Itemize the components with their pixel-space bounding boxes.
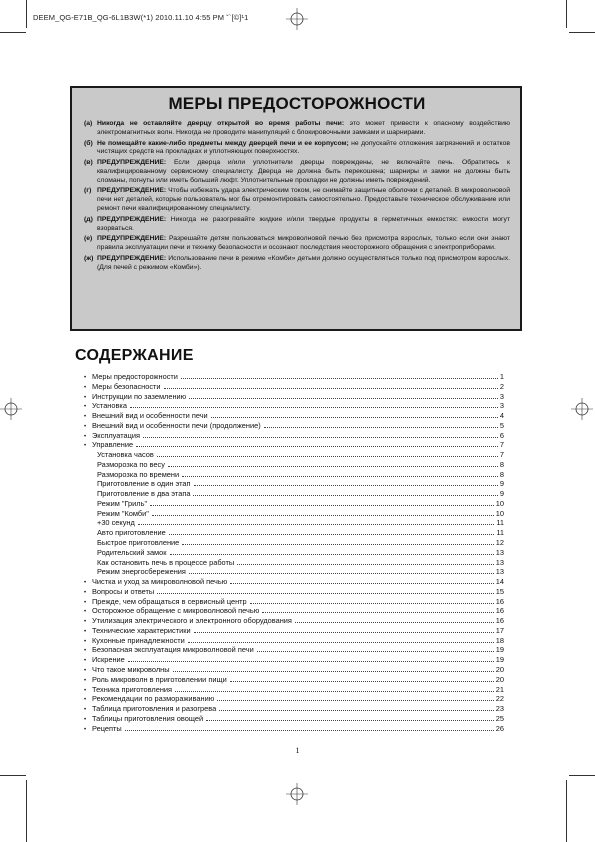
dot-leader [128, 661, 494, 662]
toc-entry-page: 22 [495, 694, 504, 704]
precaution-text: не допускайте отложения загрязнений и остатков чистящих средств на прокладках и уплотняющих поверхностях. [97, 139, 510, 156]
toc-entry[interactable] [84, 489, 504, 499]
toc-entry-page: 12 [495, 538, 504, 548]
precautions-box [70, 86, 522, 331]
crop-mark-top-right-v [566, 0, 567, 28]
toc-entry[interactable] [84, 724, 504, 734]
crop-mark-top-left-h [0, 32, 26, 33]
crop-mark-top-right-h [569, 32, 595, 33]
crop-mark-bottom-left-v [26, 780, 27, 842]
toc-entry-page: 8 [499, 459, 504, 469]
toc-entry-page: 8 [499, 469, 504, 479]
precaution-item [84, 159, 510, 186]
dot-leader [169, 534, 495, 535]
toc-entry-page: 4 [499, 411, 504, 421]
toc-entry[interactable] [84, 392, 504, 402]
dot-leader [189, 573, 494, 574]
toc-entry[interactable] [84, 528, 504, 538]
table-of-contents [84, 372, 504, 733]
bullet-icon: • [84, 589, 87, 596]
bullet-icon: • [84, 433, 87, 440]
dot-leader [262, 612, 493, 613]
toc-entry-page: 3 [499, 401, 504, 411]
precaution-item [84, 140, 510, 158]
toc-entry-label: Приготовление в один этап [97, 479, 191, 489]
bullet-icon: • [84, 648, 87, 655]
toc-entry-label: Режим "Комби" [97, 508, 149, 518]
toc-entry-page: 2 [499, 381, 504, 391]
toc-entry[interactable] [84, 587, 504, 597]
bullet-icon: • [84, 638, 87, 645]
crop-mark-bottom-left-h [0, 775, 26, 776]
toc-entry[interactable] [84, 685, 504, 695]
bullet-icon: • [84, 609, 87, 616]
precaution-item [84, 255, 510, 273]
toc-entry-label: Утилизация электрического и электронного оборудования [92, 616, 292, 626]
precaution-text: Если дверца и/или уплотнители дверцы повреждены, не включайте печь. Обратитесь к квалифицированному сервисному специалисту. Дверца не должна быть перекошена; шарниры и замки не должны быть сломаны, погнуты или иметь больший люфт. Уплотнительные прокладки не должны иметь повреждений. [97, 159, 510, 184]
precaution-tag: (а) [84, 120, 93, 127]
dot-leader [189, 398, 498, 399]
bullet-icon: • [84, 423, 87, 430]
bullet-icon: • [84, 384, 87, 391]
toc-entry[interactable] [84, 499, 504, 509]
toc-entry[interactable] [84, 606, 504, 616]
toc-entry-label: Установка [92, 401, 127, 411]
bullet-icon: • [84, 375, 87, 381]
toc-entry[interactable] [84, 597, 504, 607]
toc-entry-page: 19 [495, 645, 504, 655]
toc-entry[interactable] [84, 518, 504, 528]
toc-entry-label: Безопасная эксплуатация микроволновой печи [92, 645, 254, 655]
toc-entry-label: Приготовление в два этапа [97, 489, 191, 499]
registration-mark-top [286, 8, 308, 30]
bullet-icon: • [84, 658, 87, 665]
bullet-icon: • [84, 404, 87, 411]
toc-entry[interactable] [84, 665, 504, 675]
dot-leader [164, 388, 498, 389]
toc-entry[interactable] [84, 431, 504, 441]
dot-leader [181, 378, 498, 379]
precaution-tag: (е) [84, 235, 93, 243]
precaution-lead: Не помещайте какие-либо предметы между дверцей печи и ее корпусом; [97, 139, 349, 147]
precaution-body [97, 120, 510, 138]
toc-entry[interactable] [84, 440, 504, 450]
precaution-tag: (г) [84, 187, 92, 195]
toc-entry-label: Разморозка по весу [97, 459, 165, 469]
dot-leader [130, 407, 498, 408]
toc-entry-page: 20 [495, 664, 504, 674]
toc-entry-label: Рекомендации по размораживанию [92, 694, 215, 704]
toc-entry[interactable] [84, 450, 504, 460]
toc-entry-page: 6 [499, 430, 504, 440]
toc-entry[interactable] [84, 372, 504, 382]
dot-leader [188, 642, 494, 643]
toc-entry-label: Техника приготовления [92, 684, 173, 694]
dot-leader [150, 505, 494, 506]
toc-entry[interactable] [84, 421, 504, 431]
dot-leader [182, 476, 498, 477]
toc-entry[interactable] [84, 460, 504, 470]
toc-entry-label: Вопросы и ответы [92, 586, 155, 596]
toc-entry-label: Прежде, чем обращаться в сервисный центр [92, 596, 247, 606]
toc-entry-label: Таблицы приготовления овощей [92, 713, 204, 723]
dot-leader [295, 622, 494, 623]
dot-leader [136, 446, 498, 447]
bullet-icon: • [84, 628, 87, 635]
dot-leader [206, 720, 494, 721]
toc-entry-page: 10 [495, 498, 504, 508]
bullet-icon: • [84, 599, 87, 606]
toc-entry-label: Что такое микроволны [92, 664, 170, 674]
precautions-list [84, 120, 510, 273]
bullet-icon: • [84, 726, 87, 733]
toc-entry-label: Внешний вид и особенности печи [92, 411, 208, 421]
precaution-body [97, 216, 510, 234]
toc-entry-label: Чистка и уход за микроволновой печью [92, 577, 228, 587]
toc-entry-page: 17 [495, 625, 504, 635]
toc-entry-label: Осторожное обращение с микроволновой печью [92, 606, 260, 616]
precaution-text: это может привести к опасному воздействию электромагнитных волн. Никогда не проводите манипуляций с блокировочными замками и шарнирами. [97, 120, 510, 136]
dot-leader [237, 564, 494, 565]
toc-entry-label: Как остановить печь в процессе работы [97, 557, 235, 567]
toc-entry-page: 20 [495, 674, 504, 684]
dot-leader [264, 427, 498, 428]
precaution-item [84, 187, 510, 214]
precaution-lead: ПРЕДУПРЕЖДЕНИЕ: [97, 215, 167, 223]
precaution-body [97, 235, 510, 253]
precaution-text: Чтобы избежать удара электрическим током, не снимайте защитные оболочки с деталей. В микроволновой печи нет деталей, которые пользователь мог бы отремонтировать самостоятельно. Предоставьте техническое обслуживание или ремонт печи квалифицированному специалисту. [97, 187, 510, 213]
dot-leader [194, 632, 494, 633]
toc-entry-label: Инструкции по заземлению [92, 391, 187, 401]
toc-entry-page: 13 [495, 567, 504, 577]
dot-leader [250, 603, 494, 604]
toc-entry-label: Таблица приготовления и разогрева [92, 704, 217, 714]
toc-entry[interactable] [84, 636, 504, 646]
dot-leader [125, 730, 494, 731]
toc-entry-label: +30 секунд [97, 518, 135, 528]
toc-entry-page: 5 [499, 420, 504, 430]
bullet-icon: • [84, 707, 87, 714]
dot-leader [157, 593, 494, 594]
dot-leader [170, 554, 494, 555]
dot-leader [143, 437, 498, 438]
bullet-icon: • [84, 619, 87, 626]
toc-entry-label: Разморозка по времени [97, 469, 180, 479]
bullet-icon: • [84, 580, 87, 587]
toc-entry-label: Искрение [92, 655, 125, 665]
toc-entry-page: 11 [496, 528, 504, 538]
dot-leader [193, 495, 497, 496]
precaution-item [84, 235, 510, 253]
precaution-text: Разрешайте детям пользоваться микроволновой печью без присмотра взрослых, только если они знают правила эксплуатации печи и технику безопасности и осознают последствия неосторожного обращения с электроприборами. [97, 235, 510, 252]
precaution-tag: (д) [84, 215, 93, 223]
precaution-lead: ПРЕДУПРЕЖДЕНИЕ: [97, 235, 167, 243]
dot-leader [157, 456, 498, 457]
toc-entry-page: 23 [495, 704, 504, 714]
toc-entry-label: Внешний вид и особенности печи (продолжение) [92, 420, 261, 430]
crop-mark-bottom-right-v [566, 780, 567, 842]
toc-entry-page: 16 [495, 606, 504, 616]
registration-mark-left [0, 398, 22, 420]
toc-entry[interactable] [84, 616, 504, 626]
toc-entry-page: 7 [499, 440, 504, 450]
toc-entry[interactable] [84, 401, 504, 411]
dot-leader [152, 515, 494, 516]
bullet-icon: • [84, 667, 87, 674]
precaution-body [97, 187, 510, 214]
toc-entry[interactable] [84, 382, 504, 392]
toc-entry-page: 15 [495, 586, 504, 596]
precaution-lead: ПРЕДУПРЕЖДЕНИЕ: [97, 187, 167, 195]
bullet-icon: • [84, 687, 87, 694]
toc-entry-label: Управление [92, 440, 134, 450]
dot-leader [217, 700, 494, 701]
toc-entry-label: Быстрое приготовление [97, 538, 180, 548]
toc-entry[interactable] [84, 714, 504, 724]
precaution-text: Никогда не разогревайте жидкие и/или твердые продукты в герметичных емкостях: емкости могут взорваться. [97, 215, 510, 232]
toc-entry-page: 13 [495, 547, 504, 557]
precaution-body [97, 140, 510, 158]
toc-entry-page: 18 [495, 635, 504, 645]
toc-entry-page: 9 [499, 489, 504, 499]
page-number: 1 [295, 746, 300, 755]
toc-title: СОДЕРЖАНИЕ [75, 347, 194, 364]
toc-entry-page: 21 [495, 684, 504, 694]
precaution-body [97, 255, 510, 273]
toc-entry[interactable] [84, 655, 504, 665]
toc-entry-label: Меры предосторожности [92, 372, 178, 381]
dot-leader [257, 651, 494, 652]
bullet-icon: • [84, 677, 87, 684]
toc-entry-page: 14 [495, 577, 504, 587]
toc-entry-label: Установка часов [97, 450, 154, 460]
bullet-icon: • [84, 394, 87, 401]
precaution-item [84, 120, 510, 138]
toc-entry-page: 16 [495, 616, 504, 626]
toc-entry-label: Кухонные принадлежности [92, 635, 185, 645]
toc-entry[interactable] [84, 470, 504, 480]
precaution-body [97, 159, 510, 186]
precaution-lead: ПРЕДУПРЕЖДЕНИЕ: [97, 159, 167, 166]
bullet-icon: • [84, 697, 87, 704]
toc-entry-label: Режим "Гриль" [97, 498, 148, 508]
toc-entry-page: 13 [495, 557, 504, 567]
toc-entry[interactable] [84, 675, 504, 685]
toc-entry[interactable] [84, 538, 504, 548]
toc-entry-page: 11 [496, 518, 504, 528]
toc-entry-label: Технические характеристики [92, 625, 191, 635]
toc-entry[interactable] [84, 509, 504, 519]
dot-leader [138, 524, 495, 525]
toc-entry-page: 9 [499, 479, 504, 489]
crop-mark-top-left-v [26, 0, 27, 28]
toc-entry[interactable] [84, 694, 504, 704]
toc-entry-label: Рецепты [92, 723, 122, 733]
toc-entry-page: 26 [495, 723, 504, 733]
registration-mark-right [571, 398, 593, 420]
precautions-title: МЕРЫ ПРЕДОСТОРОЖНОСТИ [168, 94, 426, 113]
toc-entry[interactable] [84, 548, 504, 558]
toc-entry-label: Режим энергосбережения [97, 567, 186, 577]
toc-entry[interactable] [84, 645, 504, 655]
precaution-lead: ПРЕДУПРЕЖДЕНИЕ: [97, 254, 167, 262]
toc-entry-label: Родительский замок [97, 547, 167, 557]
toc-entry-label: Авто приготовление [97, 528, 166, 538]
crop-mark-bottom-right-h [569, 775, 595, 776]
toc-entry[interactable] [84, 704, 504, 714]
dot-leader [175, 691, 494, 692]
dot-leader [182, 544, 494, 545]
toc-entry-page: 10 [495, 508, 504, 518]
dot-leader [173, 671, 494, 672]
precaution-tag: (в) [84, 159, 93, 166]
toc-entry[interactable] [84, 411, 504, 421]
toc-entry[interactable] [84, 479, 504, 489]
toc-entry[interactable] [84, 567, 504, 577]
toc-entry-page: 25 [495, 713, 504, 723]
toc-entry[interactable] [84, 626, 504, 636]
print-header: DEEM_QG-E71B_QG-6L1B3W(*1) 2010.11.10 4:55 PM ˘`[©]¹1 [33, 13, 249, 22]
bullet-icon: • [84, 414, 87, 421]
precaution-tag: (ж) [84, 254, 94, 262]
dot-leader [230, 681, 494, 682]
dot-leader [211, 417, 498, 418]
toc-entry[interactable] [84, 577, 504, 587]
toc-entry-page: 1 [499, 372, 504, 381]
dot-leader [194, 485, 498, 486]
toc-entry-page: 16 [495, 596, 504, 606]
toc-entry[interactable] [84, 558, 504, 568]
dot-leader [230, 583, 494, 584]
toc-entry-label: Роль микроволн в приготовлении пищи [92, 674, 227, 684]
toc-entry-label: Эксплуатация [92, 430, 140, 440]
precaution-item [84, 216, 510, 234]
bullet-icon: • [84, 716, 87, 723]
toc-entry-page: 7 [499, 450, 504, 460]
precaution-lead: Никогда не оставляйте дверцу открытой во время работы печи: [97, 120, 345, 127]
precaution-text: Использование печи в режиме «Комби» детьми должно осуществляться только под присмотром взрослых. (Для печей с режимом «Комби»). [97, 254, 510, 271]
toc-entry-label: Меры безопасности [92, 381, 161, 391]
toc-entry-page: 3 [499, 391, 504, 401]
registration-mark-bottom [286, 783, 308, 805]
dot-leader [168, 466, 498, 467]
dot-leader [219, 710, 494, 711]
bullet-icon: • [84, 443, 87, 450]
toc-entry-page: 19 [495, 655, 504, 665]
precaution-tag: (б) [84, 139, 93, 147]
